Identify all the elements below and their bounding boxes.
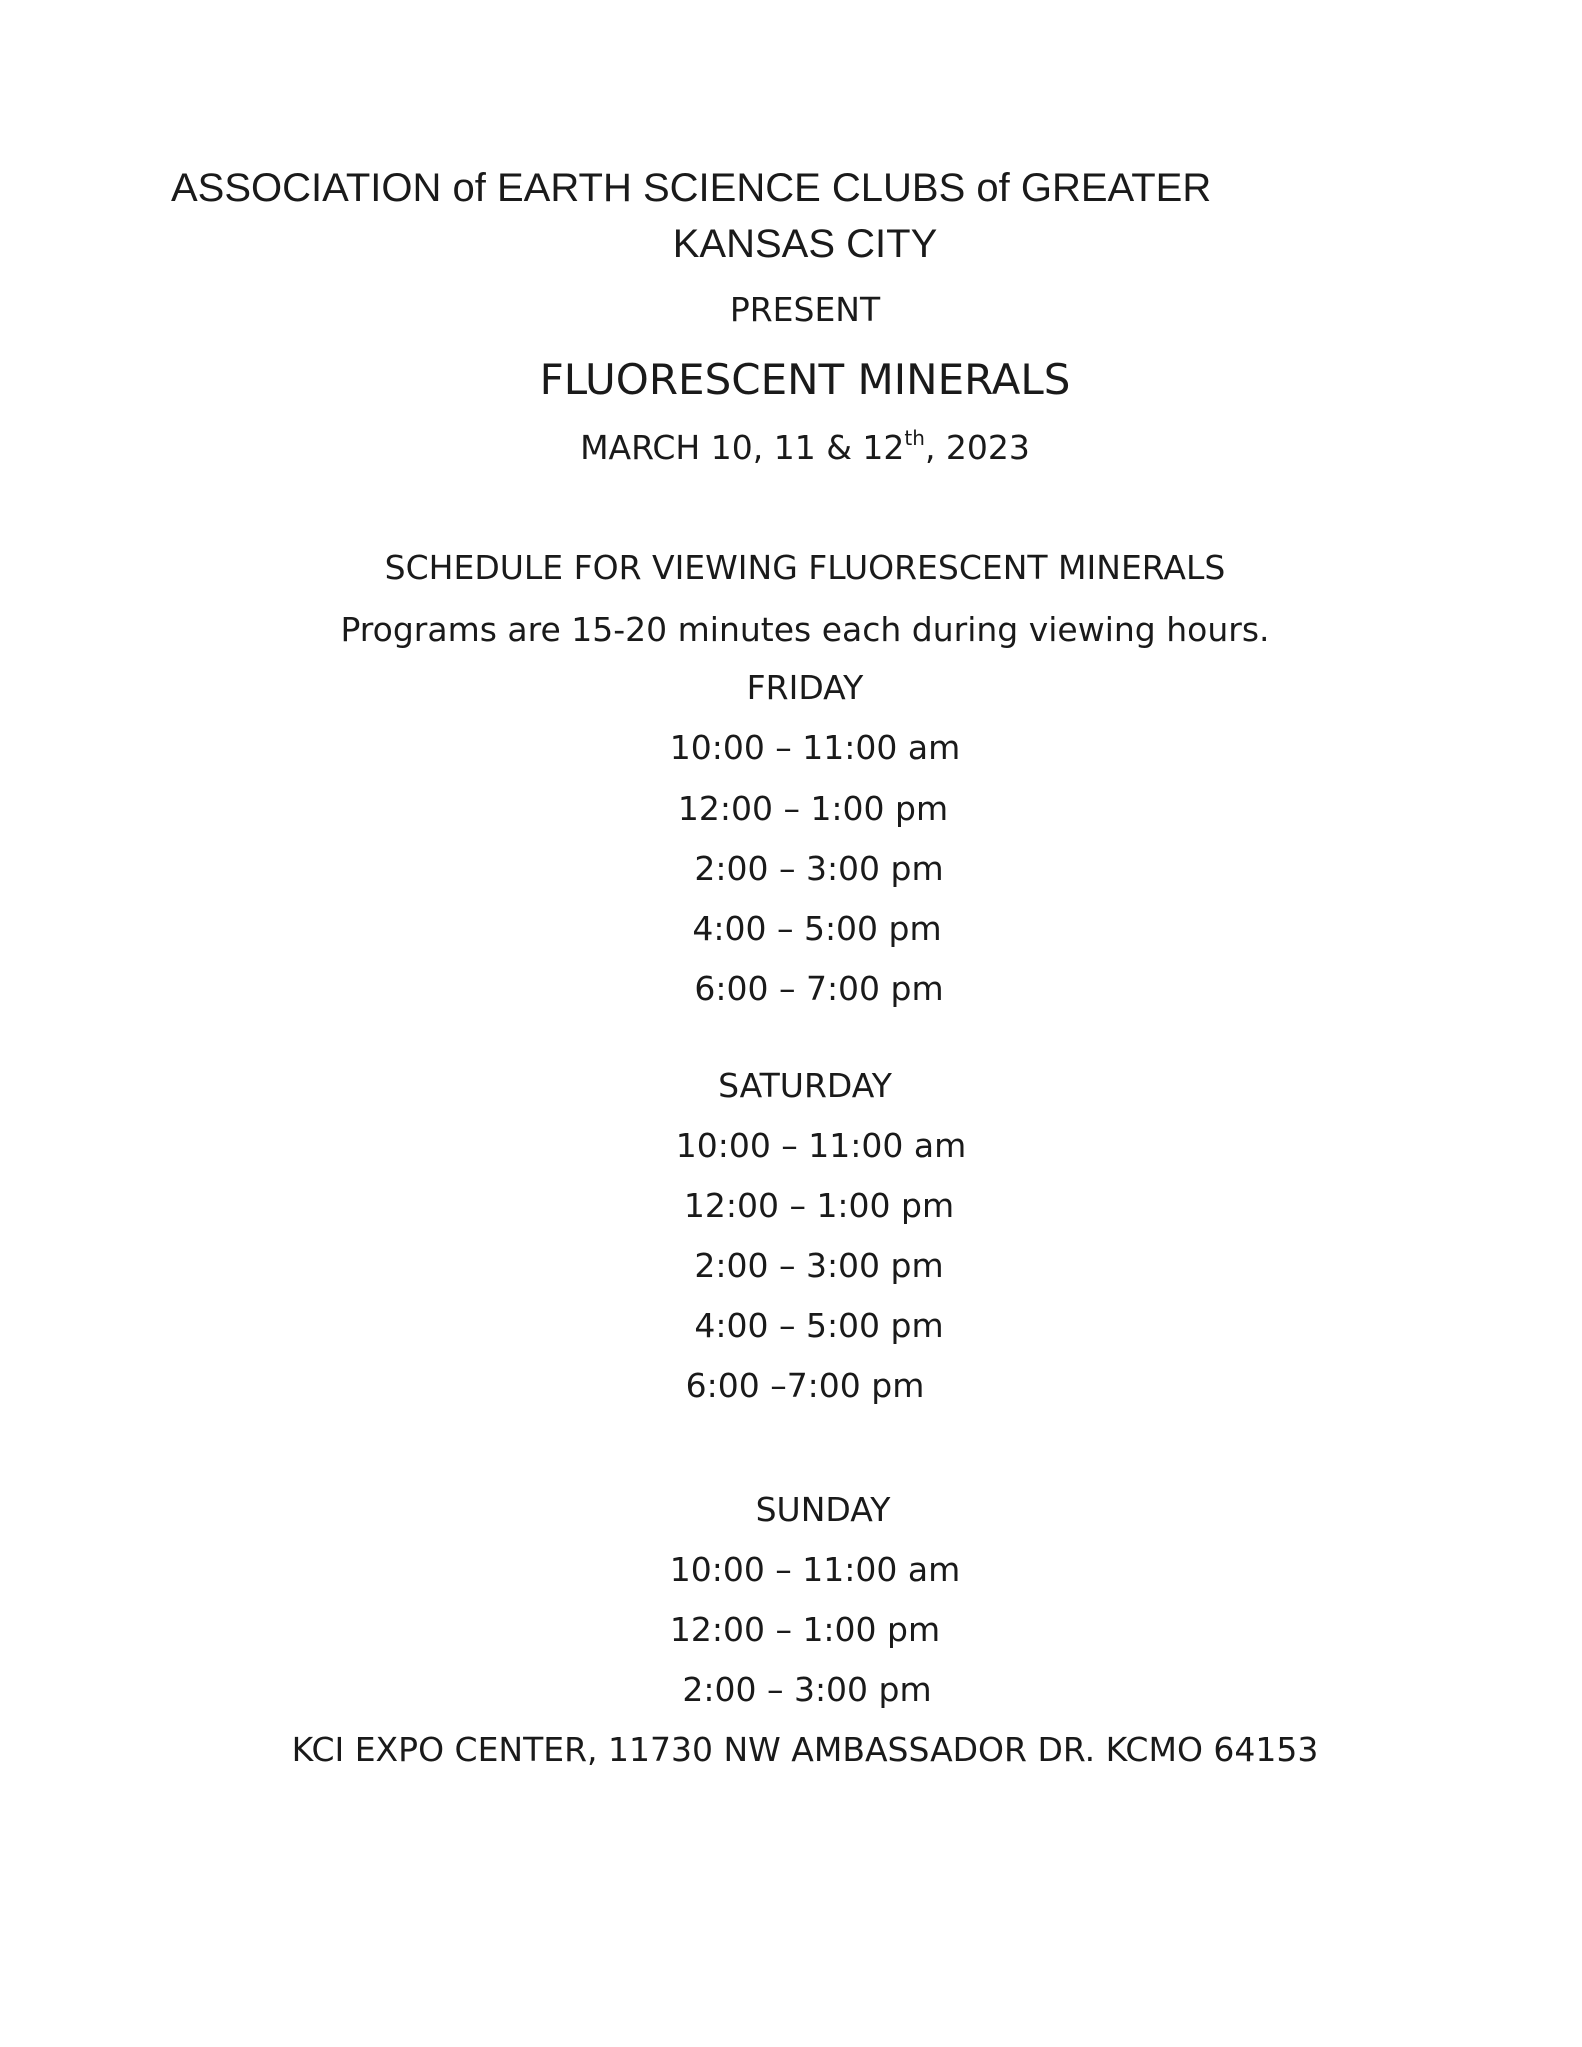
schedule-heading: SCHEDULE FOR VIEWING FLUORESCENT MINERALS xyxy=(384,548,1226,587)
time-slot: 12:00 – 1:00 pm xyxy=(677,789,949,828)
day-heading-sunday: SUNDAY xyxy=(755,1490,891,1529)
program-note: Programs are 15-20 minutes each during viewing hours. xyxy=(340,610,1270,649)
time-slot: 2:00 – 3:00 pm xyxy=(682,1670,932,1709)
present-label: PRESENT xyxy=(729,290,881,329)
time-slot: 2:00 – 3:00 pm xyxy=(694,849,944,888)
time-slot: 4:00 – 5:00 pm xyxy=(694,1306,944,1345)
time-slot: 4:00 – 5:00 pm xyxy=(692,909,942,948)
time-slot: 10:00 – 11:00 am xyxy=(669,728,961,767)
event-title: FLUORESCENT MINERALS xyxy=(539,355,1071,404)
time-slot: 6:00 – 7:00 pm xyxy=(694,969,944,1008)
time-slot: 2:00 – 3:00 pm xyxy=(694,1246,944,1285)
time-slot: 12:00 – 1:00 pm xyxy=(683,1186,955,1225)
organization-name-line1: ASSOCIATION of EARTH SCIENCE CLUBS of GREATER xyxy=(171,166,1212,210)
time-slot: 6:00 –7:00 pm xyxy=(685,1366,925,1405)
organization-name-line2: KANSAS CITY xyxy=(672,222,938,266)
day-heading-saturday: SATURDAY xyxy=(718,1066,892,1105)
time-slot: 10:00 – 11:00 am xyxy=(669,1550,961,1589)
venue-address: KCI EXPO CENTER, 11730 NW AMBASSADOR DR. KCMO 64153 xyxy=(291,1730,1319,1769)
time-slot: 12:00 – 1:00 pm xyxy=(669,1610,941,1649)
event-dates-ordinal: th xyxy=(904,426,925,450)
event-dates-main: MARCH 10, 11 & 12 xyxy=(580,428,905,467)
event-dates xyxy=(14,428,1582,467)
event-dates-year: , 2023 xyxy=(924,428,1030,467)
time-slot: 10:00 – 11:00 am xyxy=(675,1126,967,1165)
day-heading-friday: FRIDAY xyxy=(746,668,864,707)
